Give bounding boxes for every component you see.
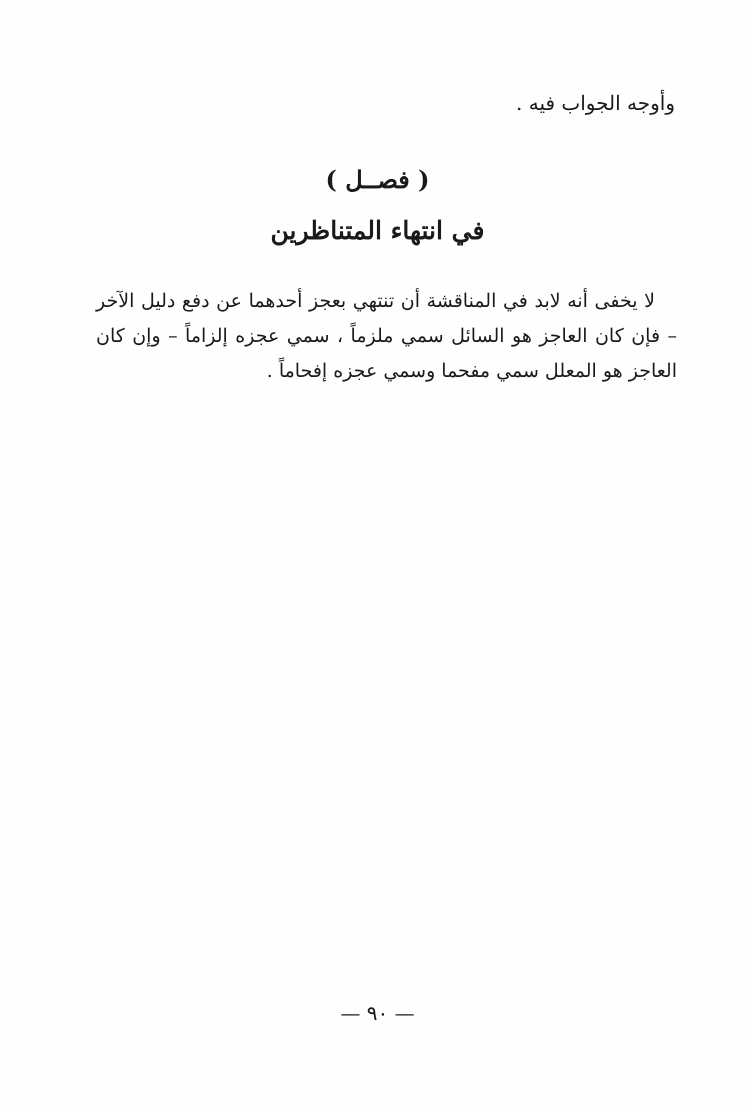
body-paragraph: لا يخفى أنه لابد في المناقشة أن تنتهي بعجز أحدهما عن دفع دليل الآخر – فإن كان العاجز هو السائل سمي ملزماً ، سمي عجزه إلزاماً – وإن كان العاجز هو المعلل سمي مفحما وسمي عجزه إفحاماً . [96,290,677,382]
section-title: في انتهاء المتناظرين [270,216,485,245]
page-number: — ٩٠ — [340,1001,415,1025]
body-text [96,284,677,389]
section-marker: ( فصــل ) [325,165,430,194]
continuation-line: وأوجه الجواب فيه . [516,91,675,115]
